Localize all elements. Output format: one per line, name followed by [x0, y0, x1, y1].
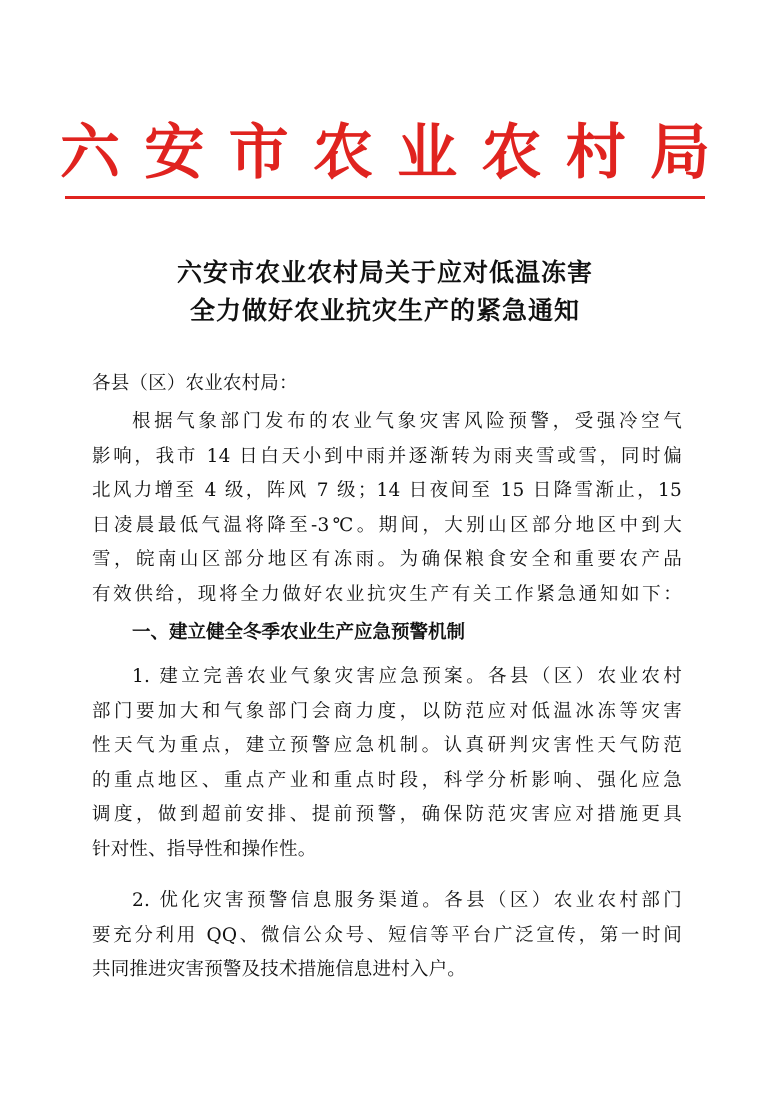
masthead-char: 业 [397, 118, 458, 188]
masthead-char: 农 [312, 118, 373, 188]
paragraph-line: 要充分利用 QQ、微信公众号、短信等平台广泛宣传，第一时间 [92, 924, 682, 946]
red-divider-line [65, 196, 705, 199]
paragraph-line: 共同推进灾害预警及技术措施信息进村入户。 [92, 959, 467, 980]
salutation-text: 各县（区）农业农村局： [92, 373, 298, 394]
masthead-char: 局 [649, 118, 710, 188]
document-title-line-1: 六安市农业农村局关于应对低温冻害 [176, 258, 593, 287]
paragraph-line: 针对性、指导性和操作性。 [92, 838, 317, 860]
paragraph-1 [92, 405, 682, 612]
masthead-char: 六 [60, 118, 120, 188]
item-1-paragraph [92, 660, 682, 867]
paragraph-line: 根据气象部门发布的农业气象灾害风险预警，受强冷空气 [132, 411, 682, 432]
masthead-char: 安 [144, 118, 205, 188]
masthead-char: 市 [228, 118, 289, 188]
paragraph-line: 的重点地区、重点产业和重点时段，科学分析影响、强化应急 [92, 769, 682, 791]
document-title-line-2: 全力做好农业抗灾生产的紧急通知 [189, 296, 580, 325]
salutation [92, 367, 682, 402]
paragraph-line: 性天气为重点，建立预警应急机制。认真研判灾害性天气防范 [92, 735, 682, 756]
masthead [60, 108, 710, 188]
paragraph-line: 有效供给，现将全力做好农业抗灾生产有关工作紧急通知如下： [92, 583, 682, 605]
item-2-paragraph [92, 884, 682, 988]
paragraph-line: 1. 建立完善农业气象灾害应急预案。各县（区）农业农村 [132, 666, 682, 687]
paragraph-line: 2. 优化灾害预警信息服务渠道。各县（区）农业农村部门 [132, 890, 682, 911]
paragraph-line: 日凌晨最低气温将降至-3℃。期间，大别山区部分地区中到大 [92, 514, 682, 536]
masthead-char: 村 [565, 118, 626, 188]
paragraph-line: 北风力增至 4 级，阵风 7 级；14 日夜间至 15 日降雪渐止，15 [92, 480, 682, 501]
paragraph-line: 雪，皖南山区部分地区有冻雨。为确保粮食安全和重要农产品 [92, 549, 682, 570]
masthead-char: 农 [481, 118, 542, 188]
paragraph-line: 影响，我市 14 日白天小到中雨并逐渐转为雨夹雪或雪，同时偏 [92, 445, 682, 467]
paragraph-line: 调度，做到超前安排、提前预警，确保防范灾害应对措施更具 [92, 804, 682, 825]
section-heading-1: 一、建立健全冬季农业生产应急预警机制 [132, 622, 466, 643]
paragraph-line: 部门要加大和气象部门会商力度，以防范应对低温冰冻等灾害 [92, 700, 682, 722]
